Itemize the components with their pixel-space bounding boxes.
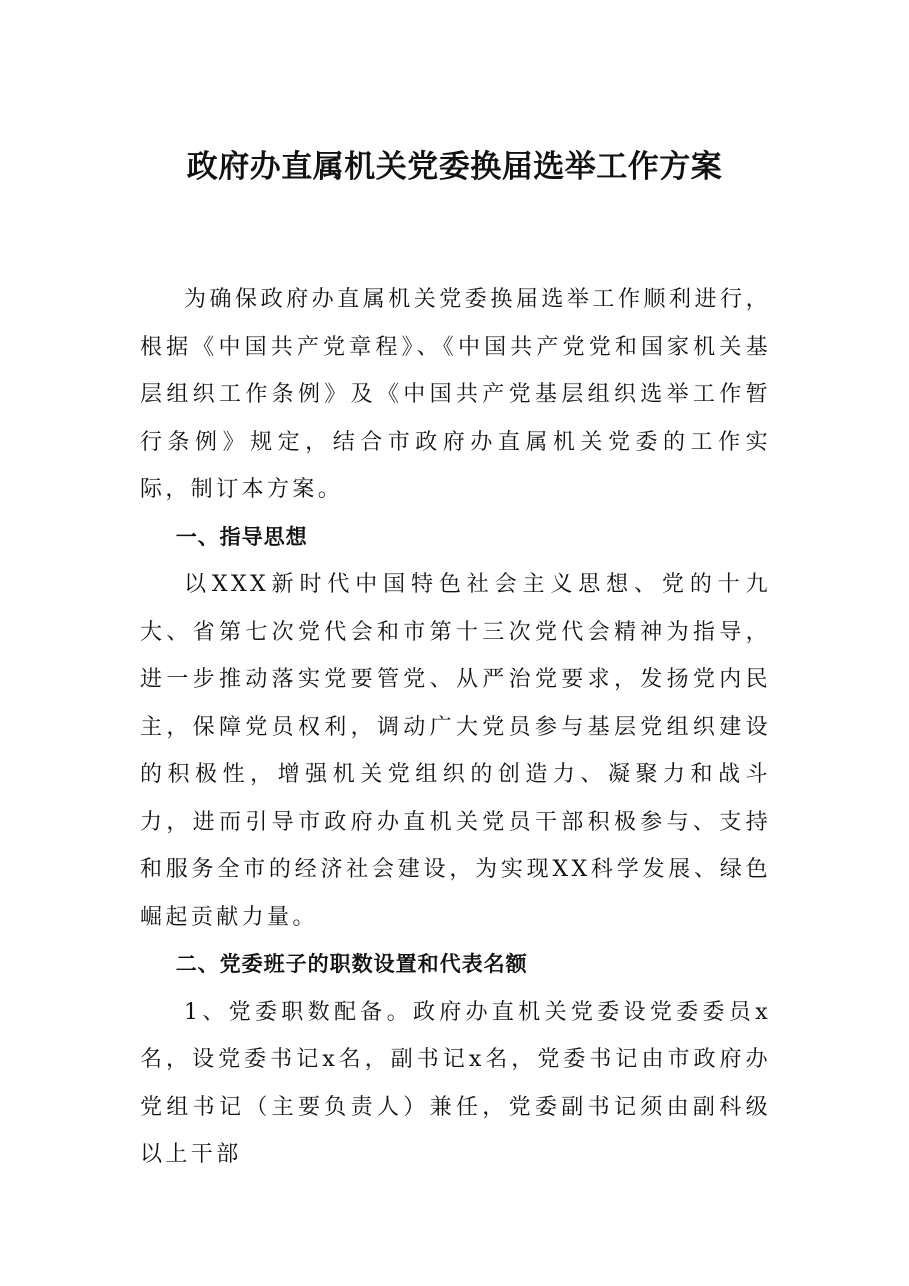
document-title: 政府办直属机关党委换届选举工作方案 [186, 149, 723, 185]
document-body [140, 276, 771, 1179]
section-heading-committee-positions: 二、党委班子的职数设置和代表名额 [175, 952, 528, 976]
guiding-ideology-paragraph: 以XXX新时代中国特色社会主义思想、党的十九大、省第七次党代会和市第十三次党代会精神为指导，进一步推动落实党要管党、从严治党要求，发扬党内民主，保障党员权利，调动广大党员参与基层党组织建设的积极性，增强机关党组织的创造力、凝聚力和战斗力，进而引导市政府办直机关党员干部积极参与、支持和服务全市的经济社会建设，为实现XX科学发展、绿色崛起贡献力量。 [140, 572, 771, 930]
intro-paragraph: 为确保政府办直属机关党委换届选举工作顺利进行，根据《中国共产党章程》、《中国共产党党和国家机关基层组织工作条例》及《中国共产党基层组织选举工作暂行条例》规定，结合市政府办直属机关党委的工作实际，制订本方案。 [140, 287, 771, 502]
committee-positions-paragraph: 1、党委职数配备。政府办直机关党委设党委委员x名，设党委书记x名，副书记x名，党委书记由市政府办党组书记（主要负责人）兼任，党委副书记须由副科级以上干部 [140, 999, 771, 1167]
section-heading-guiding-ideology: 一、指导思想 [175, 524, 308, 549]
